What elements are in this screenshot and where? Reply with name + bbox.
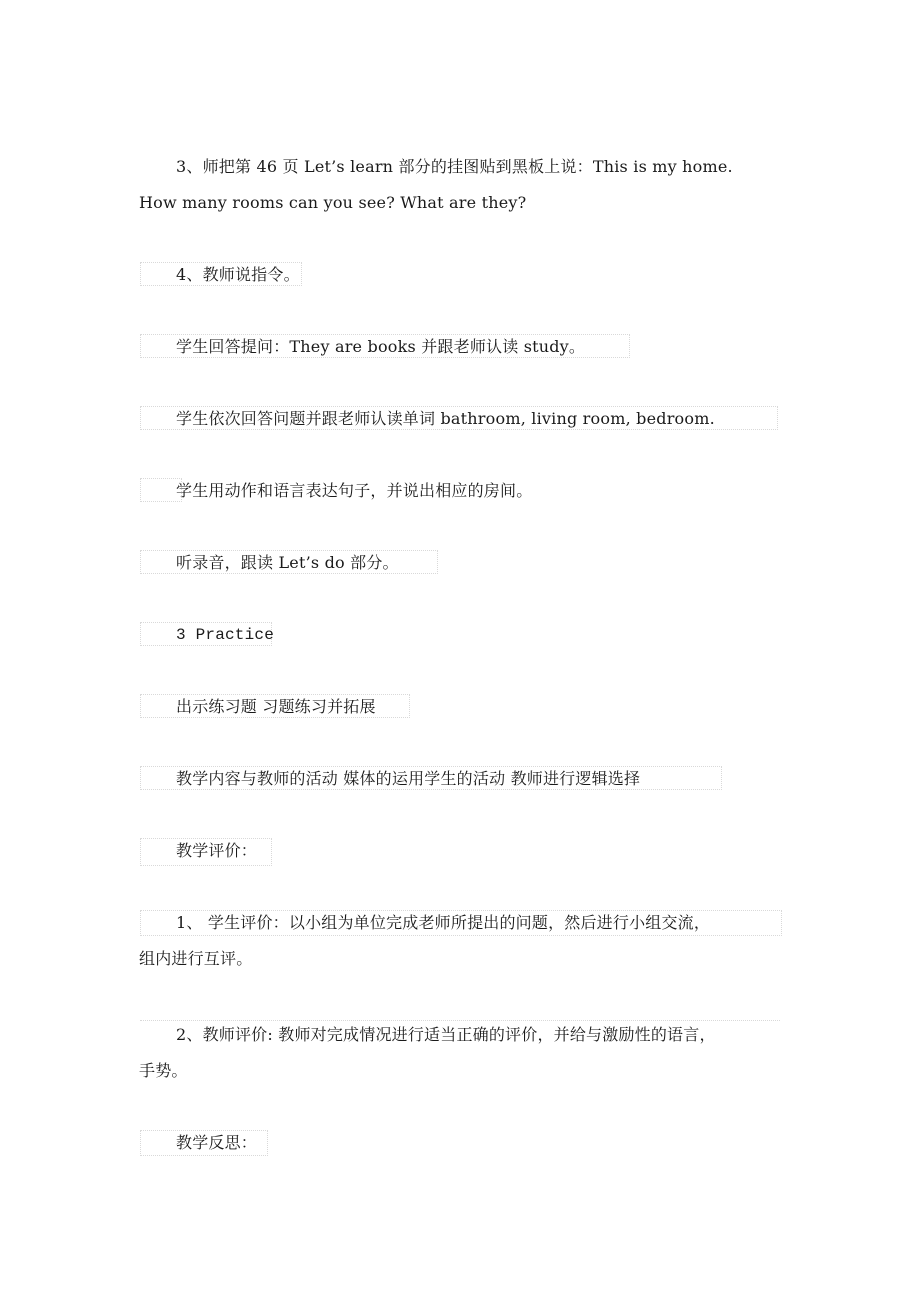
paragraph-10-heading: 教学评价： — [176, 841, 258, 860]
paragraph-13-heading: 教学反思： — [176, 1133, 258, 1152]
paragraph-6: 听录音，跟读 Let’s do 部分。 — [176, 553, 399, 572]
paragraph-9: 教学内容与教师的活动 媒体的运用学生的活动 教师进行逻辑选择 — [176, 769, 641, 788]
paragraph-12-line-1: 2、教师评价: 教师对完成情况进行适当正确的评价，并给与激励性的语言， — [176, 1025, 716, 1044]
paragraph-11-line-2: 组内进行互评。 — [139, 949, 253, 968]
paragraph-11-line-1: 1、 学生评价：以小组为单位完成老师所提出的问题，然后进行小组交流， — [176, 913, 711, 932]
paragraph-5: 学生用动作和语言表达句子，并说出相应的房间。 — [176, 481, 533, 500]
paragraph-2: 4、教师说指令。 — [176, 265, 300, 284]
paragraph-3: 学生回答提问：They are books 并跟老师认读 study。 — [176, 337, 586, 356]
paragraph-1-line-1: 3、师把第 46 页 Let’s learn 部分的挂图贴到黑板上说：This is my home. — [176, 157, 733, 176]
paragraph-7-heading: 3 Practice — [176, 626, 275, 644]
paragraph-4: 学生依次回答问题并跟老师认读单词 bathroom, living room, bedroom. — [176, 409, 715, 428]
paragraph-1-line-2: How many rooms can you see? What are they? — [139, 193, 527, 212]
paragraph-8: 出示练习题 习题练习并拓展 — [176, 697, 376, 716]
paragraph-guide-box — [140, 1020, 780, 1021]
paragraph-12-line-2: 手势。 — [139, 1061, 188, 1080]
